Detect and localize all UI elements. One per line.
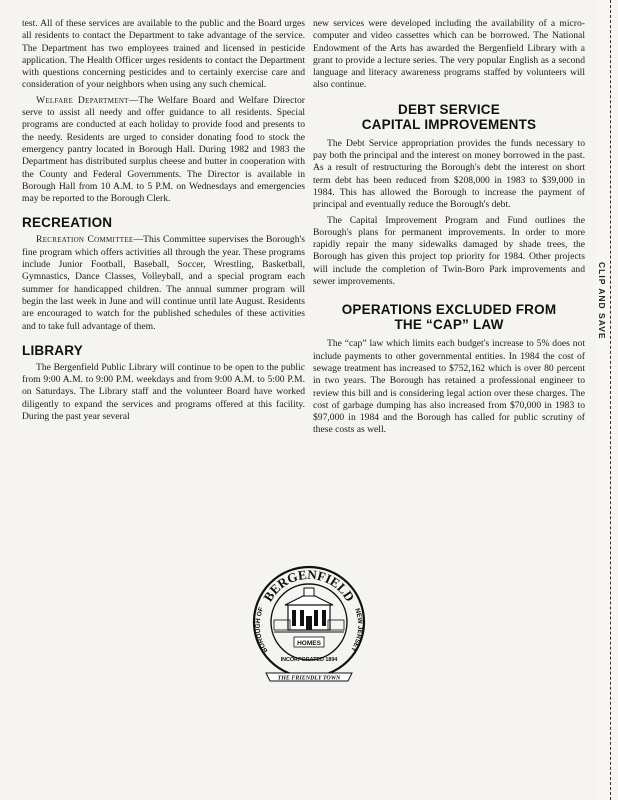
cut-line — [610, 0, 611, 800]
debt-heading-line-2: CAPITAL IMPROVEMENTS — [361, 116, 537, 132]
borough-seal — [244, 560, 374, 690]
seal-incorporated-text: INCORPORATED 1894 — [280, 657, 338, 663]
debt-paragraph-1: The Debt Service appropriation provides the funds necessary to pay both the principal and the interest on money borrowed in the past. As a result of restructuring the Borough's debt the interest on short term debt has been reduced from $208,000 in 1983 to $39,000 in 1984. This has allowed the Borough to increase the payment of principal and eventually reduce the Borough's debt. — [313, 137, 585, 211]
operations-paragraph: The “cap” law which limits each budget's increase to 5% does not include payments to other governmental entities. In 1984 the cost of sewage treatment has increased to $752,162 which is over 80 percent in two years. The Borough has retained a professional engineer to review this bill and is considering legal action over these charges. The cost of garbage dumping has also increased from $70,000 in 1983 to $97,000 in 1984 and the Borough has called for public scrutiny of these costs as well. — [313, 338, 585, 436]
operations-heading — [313, 302, 585, 332]
library-continued-paragraph: new services were developed including the availability of a micro-computer and video cassettes which can be borrowed. The National Endowment of the Arts has awarded the Bergenfield Library with a grant to provide a lecture series. The very popular English as a second language and literacy awareness programs staffed by volunteers will also continue. — [313, 18, 585, 91]
recreation-paragraph — [22, 234, 305, 332]
seal-right-text: NEW JERSEY — [349, 607, 364, 653]
debt-heading-line-1: DEBT SERVICE — [398, 101, 500, 117]
recreation-lead: Recreation Committee — [36, 234, 134, 246]
left-column — [22, 18, 305, 426]
welfare-text: —The Welfare Board and Welfare Director serve to assist all needy and offer guidance to all residents. Special programs are conducted at each holiday to provide food and presents to the needy. Residents are urged to consider donating food to stock the emergency pantry located in Borough Hall. During 1982 and 1983 the Department has distributed surplus cheese and butter in cooperation with the County and Federal Governments. The Director is available in Borough Hall from 10 A.M. to 5 P.M. on Wednesdays and emergencies may be reported to the Borough Clerk. — [22, 94, 305, 205]
seal-left-text: BOROUGH OF — [254, 606, 270, 654]
recreation-heading: RECREATION — [22, 215, 113, 231]
library-heading: LIBRARY — [22, 342, 83, 358]
ops-heading-line-2: THE “CAP” LAW — [394, 317, 504, 333]
clip-and-save-label: CLIP AND SAVE — [597, 262, 607, 340]
clip-sidebar — [596, 0, 618, 800]
seal-top-text: BERGENFIELD — [260, 566, 358, 605]
right-column — [313, 18, 585, 440]
debt-service-heading — [313, 102, 585, 132]
health-paragraph: test. All of these services are available to the public and the Board urges all residents to contact the Department to take advantage of the service. The Department has two employees trained and licensed in pesticide application. The Health Officer urges residents to contact the Department with questions concerning pesticides and to certainly exercise care and consideration of your neighbors when using any such chemical. — [22, 18, 305, 91]
debt-paragraph-2: The Capital Improvement Program and Fund outlines the Borough's plans for permanent improvements. In order to more rapidly repair the many sidewalks damaged by shade trees, the Borough has given this project top priority for 1984. Other projects will include the completion of Twin-Boro Park improvements and sewer improvements. — [313, 214, 585, 288]
seal-center-text: HOMES — [297, 640, 321, 647]
seal-banner-text: THE FRIENDLY TOWN — [277, 675, 341, 682]
ops-heading-line-1: OPERATIONS EXCLUDED FROM — [341, 302, 557, 318]
library-paragraph: The Bergenfield Public Library will continue to be open to the public from 9:00 A.M. to 9:00 P.M. weekdays and from 9:00 A.M. to 5:00 P.M. on Saturdays. The Library staff and the volunteer Board have worked diligently to expand the services and programs offered at this facility. During the past year several — [22, 361, 305, 423]
seal-building-icon — [274, 588, 344, 632]
recreation-text: —This Committee supervises the Borough's fine program which offers activities all through the year. These programs include Junior Football, Baseball, Soccer, Wrestling, Basketball, Gymnastics, Dance Classes, Volleyball, and a special program each summer for handicapped children. The annual summer program will begin the last week in June and will continue until late August. Residents are encouraged to watch for the published schedules of these activities and to take full advantage of them. — [22, 234, 305, 332]
welfare-lead: Welfare Department — [36, 94, 129, 106]
welfare-paragraph — [22, 95, 305, 206]
